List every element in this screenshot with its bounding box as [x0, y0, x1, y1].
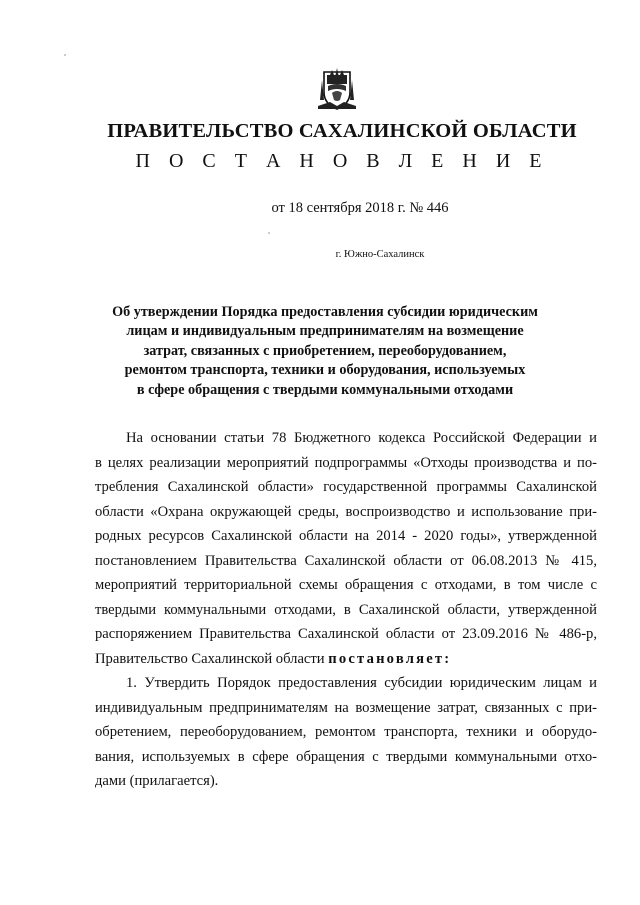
body-line: дами (прилагается). [95, 773, 219, 789]
body-line: 1. Утвердить Порядок предоставления субсидии юридическим лицам и [126, 675, 597, 691]
body-line: родных ресурсов Сахалинской области на 2014 - 2020 годы», утвержденной [95, 528, 597, 544]
resolution-subject: Правительство Сахалинской области [95, 650, 329, 667]
body-line: требления Сахалинской области» государственной программы Сахалинской [95, 479, 597, 495]
title-line: ремонтом транспорта, техники и оборудования, используемых [124, 362, 526, 379]
body-line: постановлением Правительства Сахалинской области от 06.08.2013 № 415, [95, 552, 597, 569]
body-line: твердыми коммунальными отходами, в Сахалинской области, утвержденной [95, 601, 597, 618]
resolution-verb: постановляет: [328, 650, 452, 667]
title-line: затрат, связанных с приобретением, переоборудованием, [143, 342, 507, 359]
body-line: мероприятий территориальной схемы обращения с отходами, в том числе с [95, 577, 597, 593]
document-body [95, 426, 597, 794]
document-title [80, 303, 570, 400]
resolution-line [95, 647, 597, 672]
title-line: Об утверждении Порядка предоставления субсидии юридическим [112, 304, 538, 320]
document-date-number: от 18 сентября 2018 г. № 446 [271, 200, 449, 216]
body-line: распоряжением Правительства Сахалинской области от 23.09.2016 № 486-р, [95, 626, 597, 642]
body-line: вания, используемых в сфере обращения с твердыми коммунальными отхо- [95, 748, 597, 765]
title-line: в сфере обращения с твердыми коммунальными отходами [136, 381, 514, 398]
body-line: На основании статьи 78 Бюджетного кодекса Российской Федерации и [126, 430, 597, 446]
scan-speck [268, 232, 270, 234]
body-line: области «Охрана окружающей среды, воспроизводство и использование при- [95, 503, 597, 520]
body-line: в целях реализации мероприятий подпрограммы «Отходы производства и по- [95, 454, 597, 471]
body-line: обретением, переоборудованием, ремонтом транспорта, техники и оборудо- [95, 724, 597, 740]
scan-speck [64, 54, 66, 56]
sakhalin-coat-of-arms-icon [318, 62, 356, 112]
organization-heading: ПРАВИТЕЛЬСТВО САХАЛИНСКОЙ ОБЛАСТИ [107, 120, 577, 142]
body-line: индивидуальным предпринимателям на возмещение затрат, связанных с при- [95, 699, 597, 716]
document-type: П О С Т А Н О В Л Е Н И Е [135, 150, 549, 172]
document-city: г. Южно-Сахалинск [335, 249, 425, 260]
title-line: лицам и индивидуальным предпринимателям на возмещение [126, 323, 524, 340]
